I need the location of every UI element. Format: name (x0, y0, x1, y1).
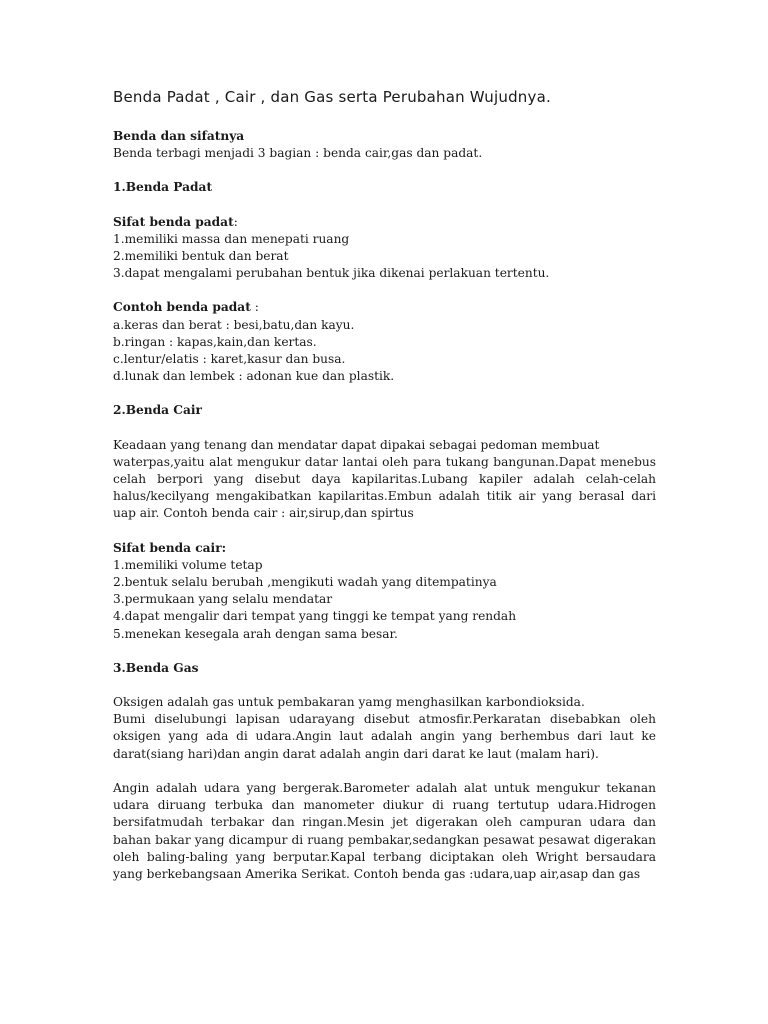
padat-contoh-item: d.lunak dan lembek : adonan kue dan plastik. (113, 369, 395, 384)
gas-paragraph-first-line: Oksigen adalah gas untuk pembakaran yamg menghasilkan karbondioksida. (113, 695, 585, 710)
padat-contoh-item: b.ringan : kapas,kain,dan kertas. (113, 334, 317, 349)
cair-sifat-item: 5.menekan kesegala arah dengan sama besar. (113, 626, 398, 641)
padat-contoh-item: a.keras dan berat : besi,batu,dan kayu. (113, 317, 355, 332)
document-title: Benda Padat , Cair , dan Gas serta Perubahan Wujudnya. (113, 88, 551, 106)
padat-sifat-colon: : (233, 214, 238, 229)
cair-sifat-item: 3.permukaan yang selalu mendatar (113, 592, 333, 607)
cair-sifat-item: 1.memiliki volume tetap (113, 557, 263, 572)
cair-heading: 2.Benda Cair (113, 403, 202, 418)
cair-paragraph-first-line: Keadaan yang tenang dan mendatar dapat dipakai sebagai pedoman membuat (113, 437, 600, 452)
padat-contoh-heading-line (113, 299, 656, 316)
cair-sifat-item: 2.bentuk selalu berubah ,mengikuti wadah yang ditempatinya (113, 575, 497, 590)
document-page (113, 88, 656, 883)
padat-contoh-item: c.lentur/elatis : karet,kasur dan busa. (113, 352, 346, 367)
gas-paragraph-2: Angin adalah udara yang bergerak.Barometer adalah alat untuk mengukur tekanan udara diruang terbuka dan manometer diukur di ruang tertutup udara.Hidrogen bersifatmudah terbakar dan ringan.Mesin jet digerakan oleh campuran udara dan bahan bakar yang dicampur di ruang pembakar,sedangkan pesawat pesawat digerakan oleh baling-baling yang berputar.Kapal terbang diciptakan oleh Wright bersaudara yang berkebangsaan Amerika Serikat. Contoh benda gas :udara,uap air,asap dan gas (113, 780, 656, 881)
cair-paragraph: waterpas,yaitu alat mengukur datar lantai oleh para tukang bangunan.Dapat menebus celah berpori yang disebut daya kapilaritas.Lubang kapiler adalah celah-celah halus/kecilyang mengakibatkan kapilaritas.Embun adalah titik air yang berasal dari uap air. Contoh benda cair : air,sirup,dan spirtus (113, 454, 656, 521)
padat-contoh-heading: Contoh benda padat (113, 300, 251, 315)
padat-sifat-item: 1.memiliki massa dan menepati ruang (113, 231, 350, 246)
cair-sifat-item: 4.dapat mengalir dari tempat yang tinggi ke tempat yang rendah (113, 609, 517, 624)
padat-sifat-item: 2.memiliki bentuk dan berat (113, 249, 289, 264)
padat-sifat-heading: Sifat benda padat (113, 214, 234, 229)
padat-heading: 1.Benda Padat (113, 180, 213, 195)
gas-heading: 3.Benda Gas (113, 660, 199, 675)
intro-text: Benda terbagi menjadi 3 bagian : benda cair,gas dan padat. (113, 146, 483, 161)
intro-heading: Benda dan sifatnya (113, 129, 245, 143)
cair-sifat-heading: Sifat benda cair: (113, 540, 227, 555)
padat-sifat-item: 3.dapat mengalami perubahan bentuk jika dikenai perlakuan tertentu. (113, 266, 550, 281)
padat-sifat-heading-line (113, 214, 656, 231)
gas-paragraph-1: Bumi diselubungi lapisan udarayang disebut atmosfir.Perkaratan disebabkan oleh oksigen yang ada di udara.Angin laut adalah angin yang berhembus dari laut ke darat(siang hari)dan angin darat adalah angin dari darat ke laut (malam hari). (113, 712, 656, 761)
padat-contoh-colon: : (250, 300, 259, 315)
